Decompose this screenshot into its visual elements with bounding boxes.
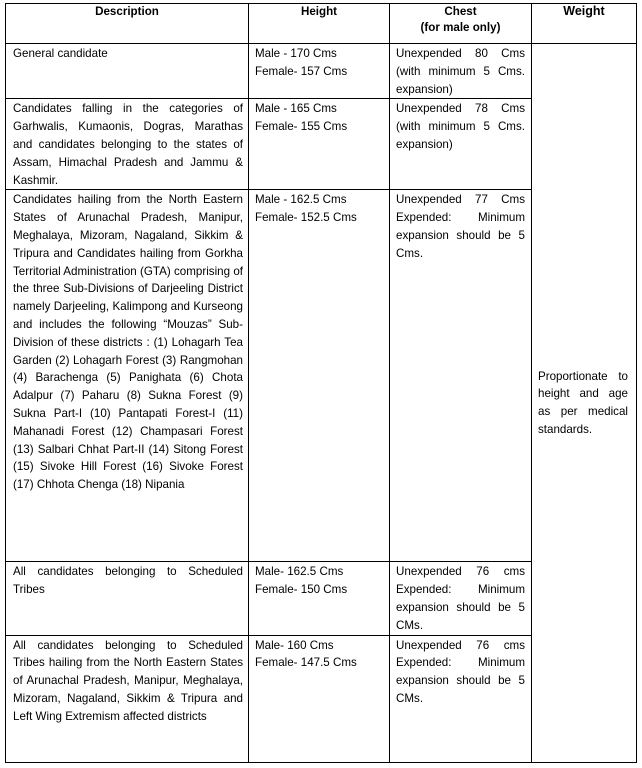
row-height xyxy=(249,562,390,635)
row-chest: Unexpended 76 cms Expended: Minimum expansion should be 5 CMs. xyxy=(390,562,532,635)
row-description: All candidates belonging to Scheduled Tribes xyxy=(6,562,249,635)
height-male: Male- 162.5 Cms xyxy=(255,565,344,579)
row-description: All candidates belonging to Scheduled Tribes hailing from the North Eastern States of Arunachal Pradesh, Manipur, Meghalaya, Mizoram, Nagaland, Sikkim & Tripura and Left Wing Extremism affected districts xyxy=(6,635,249,762)
row-description: General candidate xyxy=(6,44,249,99)
row-chest: Unexpended 80 Cms (with minimum 5 Cms. expansion) xyxy=(390,44,532,99)
height-female: Female- 150 Cms xyxy=(255,583,348,597)
row-chest: Unexpended 76 cms Expended: Minimum expansion should be 5 CMs. xyxy=(390,635,532,762)
row-height xyxy=(249,99,390,190)
row-chest: Unexpended 78 Cms (with minimum 5 Cms. expansion) xyxy=(390,99,532,190)
height-male: Male - 162.5 Cms xyxy=(255,193,347,207)
height-female: Female- 152.5 Cms xyxy=(255,211,357,225)
row-chest: Unexpended 77 Cms Expended: Minimum expansion should be 5 Cms. xyxy=(390,190,532,562)
header-chest xyxy=(390,4,532,44)
header-height: Height xyxy=(249,4,390,44)
header-chest-sub: (for male only) xyxy=(420,20,501,34)
row-height xyxy=(249,190,390,562)
row-description: Candidates falling in the categories of Garhwalis, Kumaonis, Dogras, Marathas and candidates belonging to the states of Assam, Himachal Pradesh and Jammu & Kashmir. xyxy=(6,99,249,190)
height-female: Female- 157 Cms xyxy=(255,64,348,78)
table-row xyxy=(6,44,637,99)
header-description: Description xyxy=(6,4,249,44)
row-height xyxy=(249,44,390,99)
physical-standards-table xyxy=(5,3,637,763)
row-description: Candidates hailing from the North Eastern States of Arunachal Pradesh, Manipur, Meghalaya, Mizoram, Nagaland, Sikkim & Tripura and Candidates hailing from Gorkha Territorial Administration (GTA) comprising of the three Sub-Divisions of Darjeeling District namely Darjeeling, Kalimpong and Kurseong and includes the following “Mouzas” Sub-Division of these districts : (1) Lohagarh Tea Garden (2) Lohagarh Forest (3) Rangmohan (4) Barachenga (5) Panighata (6) Chota Adalpur (7) Paharu (8) Sukna Forest (9) Sukna Part-I (10) Pantapati Forest-I (11) Mahanadi Forest (12) Champasari Forest (13) Salbari Chhat Part-II (14) Sitong Forest (15) Sivoke Hill Forest (16) Sivoke Forest (17) Chhota Chenga (18) Nipania xyxy=(6,190,249,562)
height-male: Male - 170 Cms xyxy=(255,47,337,60)
height-male: Male - 165 Cms xyxy=(255,102,337,116)
row-height xyxy=(249,635,390,762)
height-female: Female- 147.5 Cms xyxy=(255,656,357,670)
height-female: Female- 155 Cms xyxy=(255,120,348,134)
header-weight: Weight xyxy=(532,4,637,44)
height-male: Male- 160 Cms xyxy=(255,638,334,652)
header-row xyxy=(6,4,637,44)
weight-cell: Proportionate to height and age as per medical standards. xyxy=(532,44,637,763)
header-chest-label: Chest xyxy=(444,5,477,18)
